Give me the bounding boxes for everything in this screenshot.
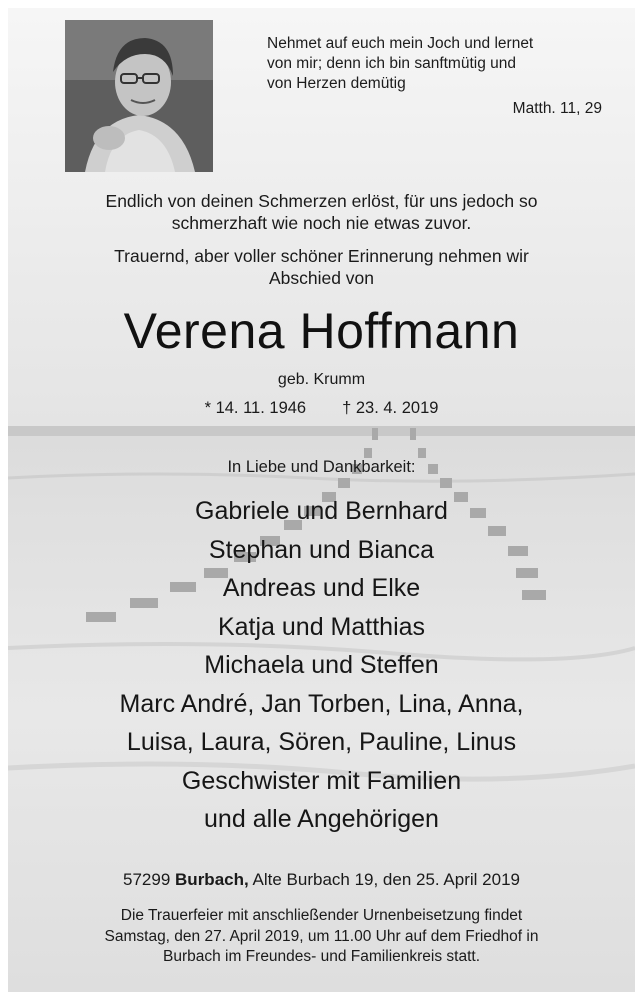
verse-reference: Matth. 11, 29 xyxy=(512,100,602,117)
mourner-line: Katja und Matthias xyxy=(217,612,426,641)
address-rest: Alte Burbach 19, den 25. April 2019 xyxy=(252,870,520,889)
bible-verse xyxy=(267,34,607,94)
mourner-line: Luisa, Laura, Sören, Pauline, Linus xyxy=(126,728,517,756)
verse-line: von Herzen demütig xyxy=(267,75,406,92)
intro-line: schmerzhaft wie noch nie etwas zuvor. xyxy=(171,213,472,233)
mourner-line: Andreas und Elke xyxy=(222,574,421,602)
town: Burbach, xyxy=(175,870,249,889)
mourner-line: Marc André, Jan Torben, Lina, Anna, xyxy=(119,689,524,718)
portrait-image xyxy=(65,20,213,172)
death-date: † 23. 4. 2019 xyxy=(342,399,439,417)
farewell-line: Abschied von xyxy=(268,268,375,288)
farewell-line: Trauernd, aber voller schöner Erinnerung nehmen wir xyxy=(114,246,529,266)
mourner-line: Geschwister mit Familien xyxy=(181,766,462,795)
postcode: 57299 xyxy=(123,870,171,889)
service-line: Burbach im Freundes- und Familienkreis statt. xyxy=(162,948,481,965)
intro-line: Endlich von deinen Schmerzen erlöst, für uns jedoch so xyxy=(105,191,538,211)
verse-line: Nehmet auf euch mein Joch und lernet xyxy=(267,35,534,52)
service-line: Die Trauerfeier mit anschließender Urnenbeisetzung findet xyxy=(120,907,523,924)
mourner-line: und alle Angehörigen xyxy=(204,805,439,833)
deceased-name: Verena Hoffmann xyxy=(123,303,520,359)
intro-text xyxy=(0,190,643,234)
mourner-line: Stephan und Bianca xyxy=(208,535,435,564)
address-line xyxy=(0,870,643,890)
mourners-heading: In Liebe und Dankbarkeit: xyxy=(227,458,416,476)
birth-name: geb. Krumm xyxy=(277,371,366,388)
portrait-photo xyxy=(65,20,213,172)
farewell-text xyxy=(0,245,643,289)
birth-date: * 14. 11. 1946 xyxy=(204,399,307,417)
service-info xyxy=(0,906,643,968)
service-line: Samstag, den 27. April 2019, um 11.00 Uhr auf dem Friedhof in xyxy=(104,927,539,945)
verse-line: von mir; denn ich bin sanftmütig und xyxy=(267,55,516,72)
mourners-list xyxy=(0,492,643,839)
life-dates xyxy=(0,399,643,418)
mourner-line: Michaela und Steffen xyxy=(204,651,439,679)
mourner-line: Gabriele und Bernhard xyxy=(195,497,448,525)
